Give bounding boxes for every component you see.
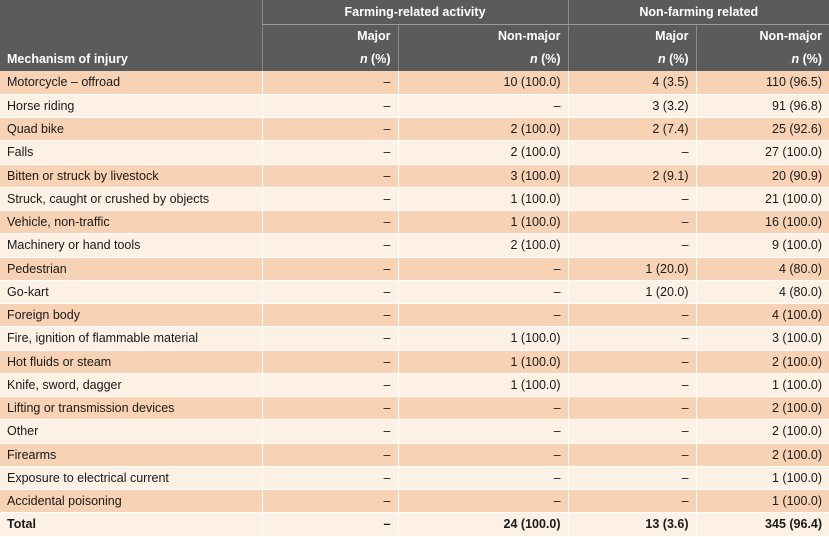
- table-row: [0, 420, 829, 443]
- mechanism-cell: Horse riding: [0, 94, 262, 117]
- table-body: [0, 71, 829, 536]
- nonfarm-nonmajor-cell: 25 (92.6): [696, 118, 829, 141]
- header-group-nonfarming: Non-farming related: [568, 0, 829, 24]
- farm-major-cell: –: [262, 164, 398, 187]
- nonfarm-nonmajor-cell: 2 (100.0): [696, 350, 829, 373]
- mechanism-cell: Go-kart: [0, 280, 262, 303]
- nonfarm-nonmajor-cell: 345 (96.4): [696, 513, 829, 536]
- nonfarm-nonmajor-cell: 4 (100.0): [696, 304, 829, 327]
- farm-major-cell: –: [262, 350, 398, 373]
- nonfarm-major-cell: –: [568, 373, 696, 396]
- farm-major-cell: –: [262, 71, 398, 94]
- mechanism-cell: Struck, caught or crushed by objects: [0, 187, 262, 210]
- header-blank-cell: [0, 0, 262, 24]
- header-row-units: [0, 48, 829, 72]
- table-row: [0, 234, 829, 257]
- nonfarm-major-cell: –: [568, 187, 696, 210]
- farm-nonmajor-cell: –: [398, 443, 568, 466]
- farm-major-cell: –: [262, 513, 398, 536]
- header-farm-nonmajor: Non-major: [398, 24, 568, 48]
- farm-nonmajor-cell: –: [398, 490, 568, 513]
- nonfarm-nonmajor-cell: 91 (96.8): [696, 94, 829, 117]
- farm-nonmajor-cell: 10 (100.0): [398, 71, 568, 94]
- nonfarm-major-cell: –: [568, 234, 696, 257]
- farm-nonmajor-cell: 2 (100.0): [398, 141, 568, 164]
- table-row: [0, 164, 829, 187]
- farm-nonmajor-cell: 1 (100.0): [398, 327, 568, 350]
- farm-nonmajor-cell: 24 (100.0): [398, 513, 568, 536]
- mechanism-cell: Vehicle, non-traffic: [0, 211, 262, 234]
- nonfarm-major-cell: 4 (3.5): [568, 71, 696, 94]
- n-label: n: [359, 52, 368, 67]
- nonfarm-major-cell: 13 (3.6): [568, 513, 696, 536]
- mechanism-cell: Other: [0, 420, 262, 443]
- table-row: [0, 490, 829, 513]
- mechanism-cell: Fire, ignition of flammable material: [0, 327, 262, 350]
- nonfarm-nonmajor-cell: 110 (96.5): [696, 71, 829, 94]
- farm-nonmajor-cell: –: [398, 304, 568, 327]
- farm-nonmajor-cell: 3 (100.0): [398, 164, 568, 187]
- nonfarm-major-cell: –: [568, 466, 696, 489]
- mechanism-cell: Bitten or struck by livestock: [0, 164, 262, 187]
- header-group-farming: Farming-related activity: [262, 0, 568, 24]
- farm-major-cell: –: [262, 490, 398, 513]
- nonfarm-major-cell: –: [568, 490, 696, 513]
- mechanism-cell: Total: [0, 513, 262, 536]
- header-unit: [568, 48, 696, 72]
- nonfarm-nonmajor-cell: 2 (100.0): [696, 443, 829, 466]
- farm-major-cell: –: [262, 304, 398, 327]
- farm-nonmajor-cell: 2 (100.0): [398, 118, 568, 141]
- farm-nonmajor-cell: 1 (100.0): [398, 211, 568, 234]
- farm-nonmajor-cell: 1 (100.0): [398, 187, 568, 210]
- farm-major-cell: –: [262, 187, 398, 210]
- mechanism-cell: Hot fluids or steam: [0, 350, 262, 373]
- nonfarm-nonmajor-cell: 2 (100.0): [696, 420, 829, 443]
- farm-nonmajor-cell: 1 (100.0): [398, 350, 568, 373]
- header-row-groups: [0, 0, 829, 24]
- pct-label: (%): [537, 52, 561, 67]
- farm-major-cell: –: [262, 397, 398, 420]
- mechanism-cell: Foreign body: [0, 304, 262, 327]
- farm-major-cell: –: [262, 257, 398, 280]
- header-unit: [696, 48, 829, 72]
- pct-label: (%): [665, 52, 689, 67]
- header-farm-major: Major: [262, 24, 398, 48]
- farm-nonmajor-cell: –: [398, 94, 568, 117]
- farm-major-cell: –: [262, 373, 398, 396]
- nonfarm-major-cell: 2 (9.1): [568, 164, 696, 187]
- farm-major-cell: –: [262, 234, 398, 257]
- nonfarm-major-cell: 1 (20.0): [568, 257, 696, 280]
- farm-major-cell: –: [262, 118, 398, 141]
- table-row: [0, 327, 829, 350]
- header-nonfarm-nonmajor: Non-major: [696, 24, 829, 48]
- header-blank-cell: [0, 24, 262, 48]
- farm-major-cell: –: [262, 280, 398, 303]
- n-label: n: [529, 52, 538, 67]
- farm-major-cell: –: [262, 141, 398, 164]
- nonfarm-nonmajor-cell: 2 (100.0): [696, 397, 829, 420]
- nonfarm-major-cell: –: [568, 304, 696, 327]
- mechanism-cell: Exposure to electrical current: [0, 466, 262, 489]
- table-row: [0, 397, 829, 420]
- mechanism-cell: Motorcycle – offroad: [0, 71, 262, 94]
- nonfarm-major-cell: –: [568, 211, 696, 234]
- nonfarm-nonmajor-cell: 4 (80.0): [696, 280, 829, 303]
- total-row: [0, 513, 829, 536]
- header-mechanism: Mechanism of injury: [0, 48, 262, 72]
- mechanism-cell: Firearms: [0, 443, 262, 466]
- farm-nonmajor-cell: –: [398, 257, 568, 280]
- nonfarm-nonmajor-cell: 16 (100.0): [696, 211, 829, 234]
- nonfarm-nonmajor-cell: 27 (100.0): [696, 141, 829, 164]
- nonfarm-major-cell: –: [568, 443, 696, 466]
- nonfarm-major-cell: –: [568, 350, 696, 373]
- nonfarm-major-cell: 2 (7.4): [568, 118, 696, 141]
- mechanism-cell: Machinery or hand tools: [0, 234, 262, 257]
- nonfarm-nonmajor-cell: 21 (100.0): [696, 187, 829, 210]
- header-unit: [262, 48, 398, 72]
- farm-major-cell: –: [262, 327, 398, 350]
- table-row: [0, 350, 829, 373]
- nonfarm-nonmajor-cell: 1 (100.0): [696, 373, 829, 396]
- table-row: [0, 257, 829, 280]
- table-row: [0, 71, 829, 94]
- mechanism-cell: Accidental poisoning: [0, 490, 262, 513]
- table-row: [0, 443, 829, 466]
- nonfarm-major-cell: –: [568, 141, 696, 164]
- n-label: n: [657, 52, 666, 67]
- nonfarm-nonmajor-cell: 1 (100.0): [696, 466, 829, 489]
- nonfarm-major-cell: –: [568, 420, 696, 443]
- mechanism-cell: Knife, sword, dagger: [0, 373, 262, 396]
- table-row: [0, 304, 829, 327]
- header-row-severity: [0, 24, 829, 48]
- nonfarm-nonmajor-cell: 3 (100.0): [696, 327, 829, 350]
- farm-major-cell: –: [262, 443, 398, 466]
- farm-major-cell: –: [262, 211, 398, 234]
- table-row: [0, 141, 829, 164]
- header-unit: [398, 48, 568, 72]
- mechanism-cell: Quad bike: [0, 118, 262, 141]
- header-nonfarm-major: Major: [568, 24, 696, 48]
- farm-major-cell: –: [262, 466, 398, 489]
- mechanism-cell: Lifting or transmission devices: [0, 397, 262, 420]
- pct-label: (%): [367, 52, 391, 67]
- nonfarm-major-cell: –: [568, 397, 696, 420]
- farm-major-cell: –: [262, 94, 398, 117]
- n-label: n: [791, 52, 800, 67]
- mechanism-cell: Pedestrian: [0, 257, 262, 280]
- table-header: [0, 0, 829, 71]
- nonfarm-major-cell: 1 (20.0): [568, 280, 696, 303]
- farm-nonmajor-cell: 1 (100.0): [398, 373, 568, 396]
- farm-nonmajor-cell: –: [398, 280, 568, 303]
- nonfarm-major-cell: 3 (3.2): [568, 94, 696, 117]
- farm-nonmajor-cell: –: [398, 466, 568, 489]
- table-row: [0, 211, 829, 234]
- mechanism-cell: Falls: [0, 141, 262, 164]
- farm-nonmajor-cell: –: [398, 397, 568, 420]
- table-row: [0, 466, 829, 489]
- nonfarm-nonmajor-cell: 4 (80.0): [696, 257, 829, 280]
- nonfarm-nonmajor-cell: 9 (100.0): [696, 234, 829, 257]
- nonfarm-nonmajor-cell: 20 (90.9): [696, 164, 829, 187]
- nonfarm-major-cell: –: [568, 327, 696, 350]
- table-row: [0, 187, 829, 210]
- table-row: [0, 373, 829, 396]
- farm-nonmajor-cell: 2 (100.0): [398, 234, 568, 257]
- table-row: [0, 94, 829, 117]
- farm-major-cell: –: [262, 420, 398, 443]
- nonfarm-nonmajor-cell: 1 (100.0): [696, 490, 829, 513]
- pct-label: (%): [799, 52, 823, 67]
- table-row: [0, 118, 829, 141]
- table-row: [0, 280, 829, 303]
- farm-nonmajor-cell: –: [398, 420, 568, 443]
